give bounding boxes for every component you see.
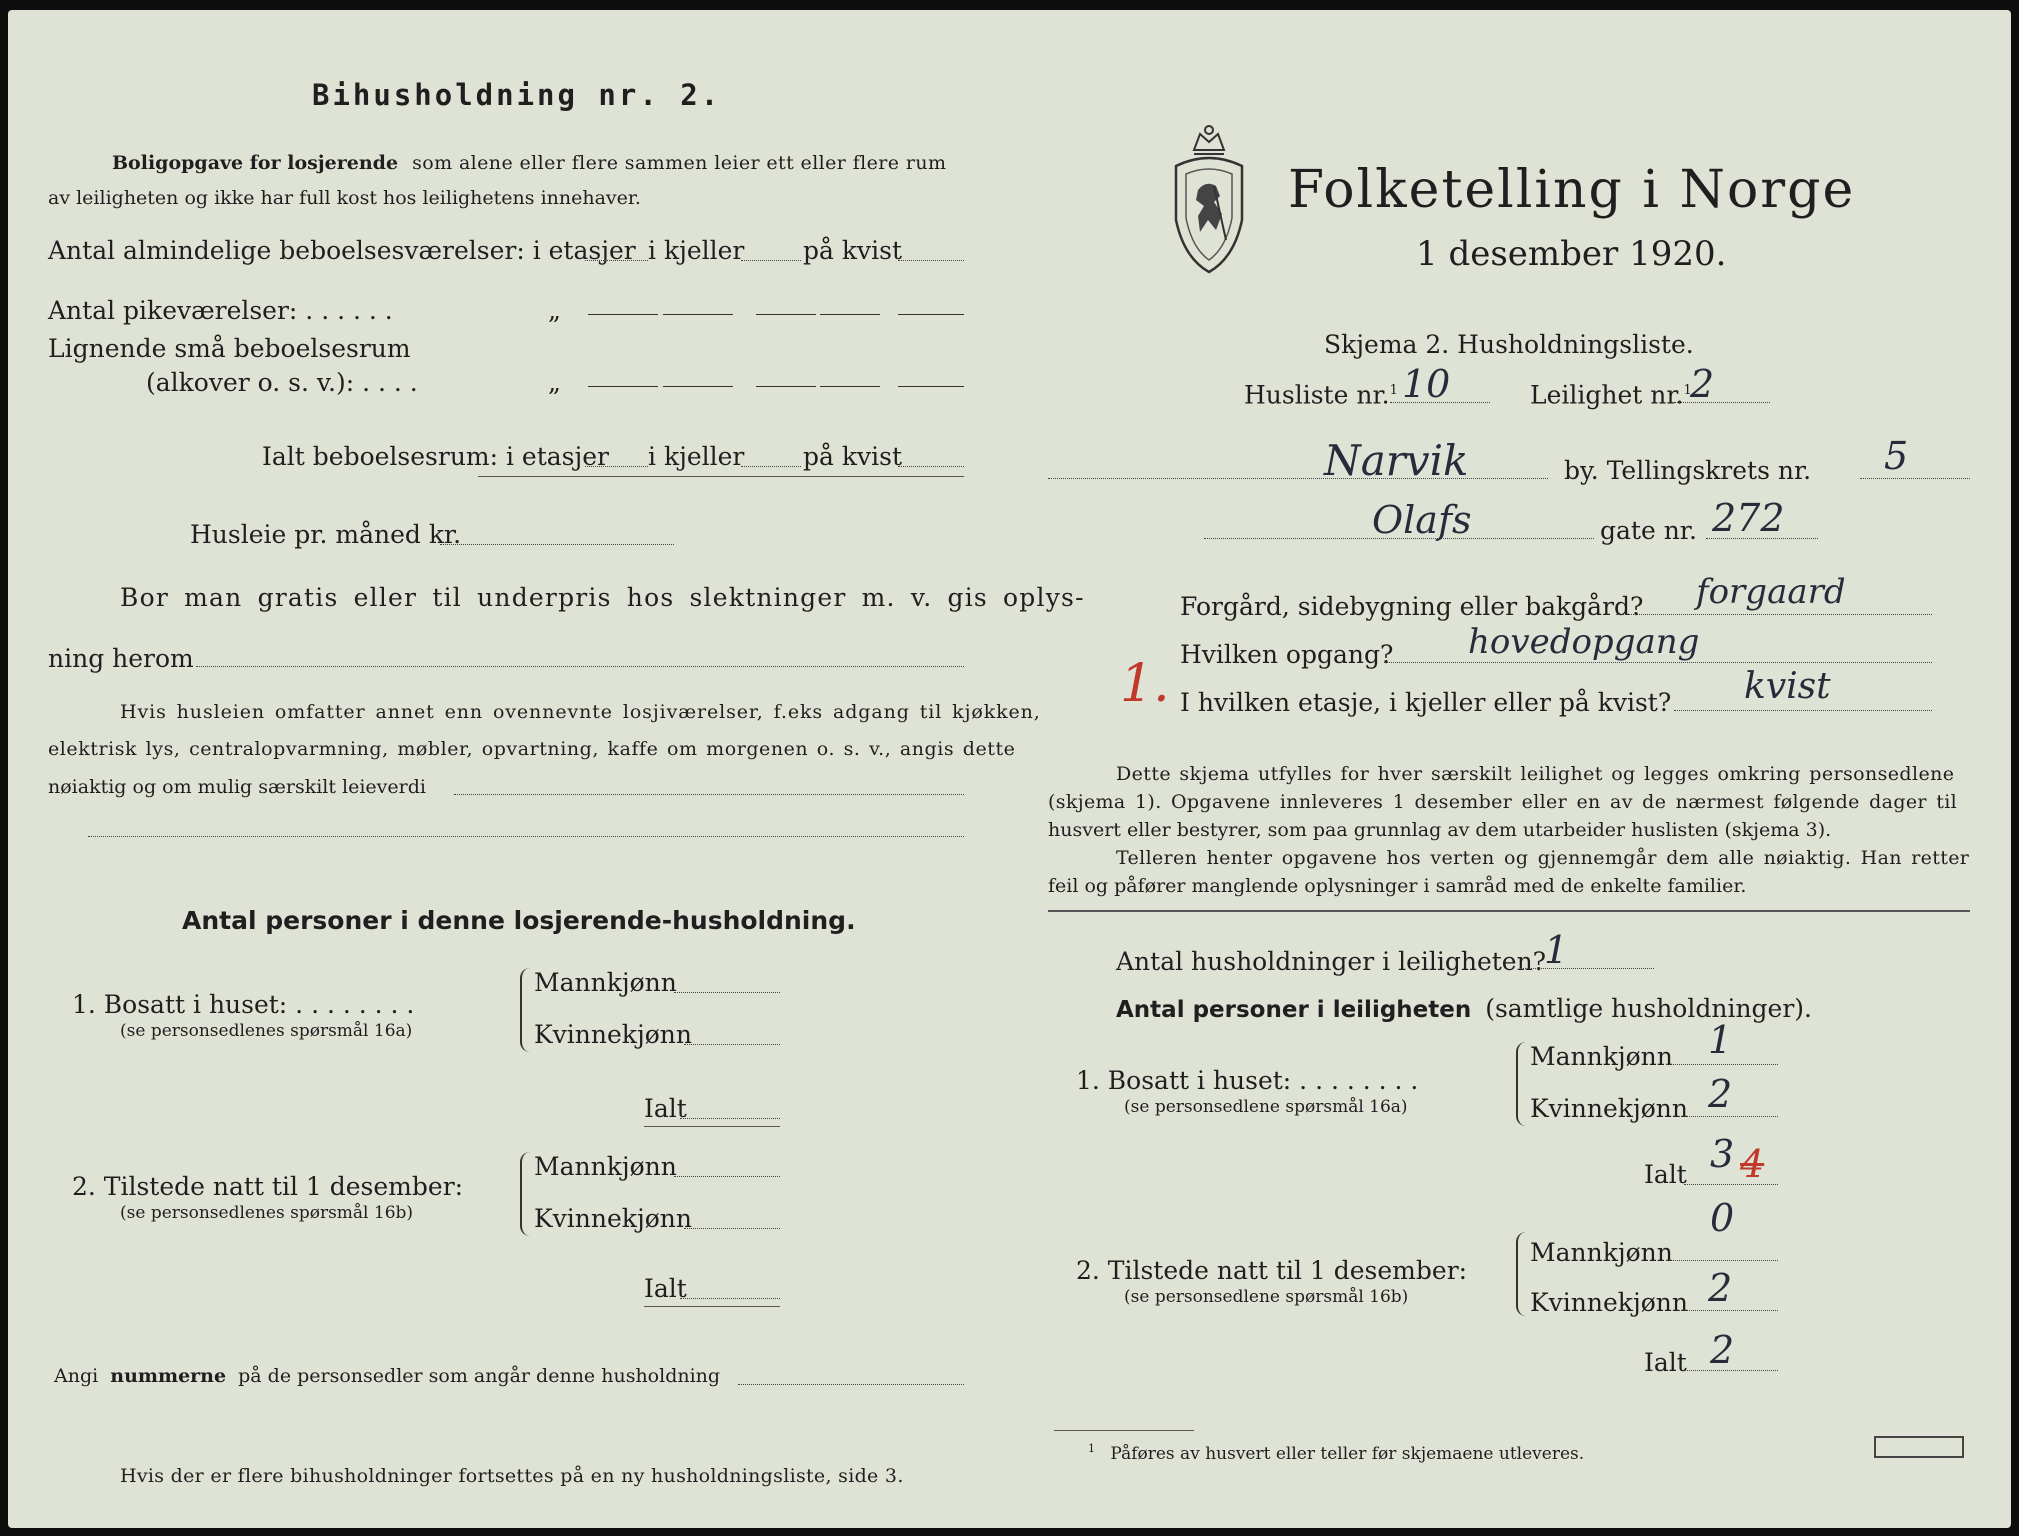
norway-coat-of-arms-icon <box>1164 120 1254 280</box>
left-item2-sub: (se personsedlenes spørsmål 16b) <box>120 1203 414 1223</box>
right-item2-kvinne-value: 2 <box>1708 1266 1733 1310</box>
left-alcove-field-5[interactable] <box>898 386 964 387</box>
left-intro-rest: som alene eller flere sammen leier ett eller flere rum <box>412 152 947 174</box>
left-item2-ialt-label: Ialt <box>644 1274 687 1303</box>
left-maid-field-4[interactable] <box>820 314 880 315</box>
right-item1-mann-value: 1 <box>1708 1018 1733 1062</box>
right-instr-line2: (skjema 1). Opgavene innleveres 1 desember eller en av de nærmest følgende dager til <box>1048 791 1958 813</box>
right-item2-mann-field[interactable] <box>1666 1260 1778 1261</box>
right-leilighet-label <box>1530 376 1692 410</box>
left-total-kjeller-label: i kjeller <box>648 442 745 471</box>
right-instr-line5: feil og påfører manglende oplysninger i samråd med de enkelte familier. <box>1048 875 1747 897</box>
right-leilighet-value: 2 <box>1690 362 1715 406</box>
left-alcove-field-4[interactable] <box>820 386 880 387</box>
right-item1-sub: (se personsedlene spørsmål 16a) <box>1124 1097 1408 1117</box>
left-incl-field[interactable] <box>454 794 964 795</box>
right-item2-brace <box>1516 1232 1528 1316</box>
left-angi-field[interactable] <box>738 1384 964 1385</box>
left-item2-kvinne-field[interactable] <box>684 1228 780 1229</box>
left-maid-field-1[interactable] <box>588 314 658 315</box>
left-incl-line2: elektrisk lys, centralopvarmning, møbler, opvartning, kaffe om morgenen o. s. v., angis dette <box>48 738 1016 760</box>
right-item2-mann-label: Mannkjønn <box>1530 1238 1673 1267</box>
right-item1-ialt-value: 3 <box>1710 1132 1735 1176</box>
right-gate-value: Olafs <box>1372 498 1472 542</box>
right-gate-label: gate nr. <box>1600 516 1697 545</box>
right-item2-ialt-label: Ialt <box>1644 1348 1687 1377</box>
right-margin-mark: 1. <box>1120 654 1170 714</box>
right-item2-kvinne-field[interactable] <box>1678 1310 1778 1311</box>
right-husliste-sup: 1 <box>1389 383 1398 398</box>
left-item2-kvinne-label: Kvinnekjønn <box>534 1204 692 1233</box>
left-maid-field-3[interactable] <box>756 314 816 315</box>
right-etasje-field[interactable] <box>1674 710 1932 711</box>
right-item1-kvinne-label: Kvinnekjønn <box>1530 1094 1688 1123</box>
left-item1-brace <box>520 968 532 1052</box>
left-item1-ialt-label: Ialt <box>644 1094 687 1123</box>
left-item1-kvinne-field[interactable] <box>684 1044 780 1045</box>
right-by-field[interactable] <box>1048 478 1548 479</box>
right-krets-field[interactable] <box>1860 478 1970 479</box>
left-item2-ialt-field[interactable] <box>680 1298 780 1299</box>
right-husliste-label-text: Husliste nr. <box>1244 380 1390 410</box>
left-item1-sub: (se personsedlenes spørsmål 16a) <box>120 1021 413 1041</box>
right-instr-line3: husvert eller bestyrer, som paa grunnlag av dem utarbeider huslisten (skjema 3). <box>1048 819 1832 841</box>
right-opgang-label: Hvilken opgang? <box>1180 640 1394 669</box>
left-item1-kvinne-label: Kvinnekjønn <box>534 1020 692 1049</box>
left-total-underline <box>478 476 964 477</box>
left-rent-label: Husleie pr. måned kr. <box>190 520 462 549</box>
right-forgaard-field[interactable] <box>1616 614 1932 615</box>
left-rooms-label: Antal almindelige beboelsesværelser: i etasjer <box>48 236 636 265</box>
right-by-label: by. Tellingskrets nr. <box>1564 456 1812 485</box>
left-total-kvist-field[interactable] <box>898 466 964 467</box>
right-forgaard-label: Forgård, sidebygning eller bakgård? <box>1180 592 1644 621</box>
left-alcove-sub-label: (alkover o. s. v.): . . . . <box>146 368 418 397</box>
left-item2-label: 2. Tilstede natt til 1 desember: <box>72 1172 464 1201</box>
right-gate-nr-value: 272 <box>1712 496 1785 540</box>
right-item1-kvinne-value: 2 <box>1708 1072 1733 1116</box>
left-total-kjeller-field[interactable] <box>741 466 801 467</box>
right-husliste-label <box>1244 376 1398 410</box>
right-by-value: Narvik <box>1324 436 1469 485</box>
right-etasje-value: kvist <box>1744 666 1831 707</box>
right-section-divider <box>1048 910 1970 912</box>
right-leilighet-sup: 1 <box>1683 383 1692 398</box>
left-footer: Hvis der er flere bihusholdninger fortsettes på en ny husholdningsliste, side 3. <box>120 1465 904 1487</box>
right-footnote-text: Påføres av husvert eller teller før skjemaene utleveres. <box>1110 1443 1585 1464</box>
left-total-kvist-label: på kvist <box>803 442 902 471</box>
right-item1-kvinne-field[interactable] <box>1678 1116 1778 1117</box>
left-angi-rest: på de personsedler som angår denne husholdning <box>238 1365 721 1387</box>
left-gratis-field[interactable] <box>196 666 964 667</box>
right-item1-brace <box>1516 1042 1528 1126</box>
left-item2-mann-label: Mannkjønn <box>534 1152 677 1181</box>
left-persons-heading: Antal personer i denne losjerende-husholdning. <box>182 906 856 935</box>
left-item1-ialt-rule <box>644 1126 780 1127</box>
right-leilighet-label-text: Leilighet nr. <box>1530 380 1684 410</box>
right-footnote <box>1088 1438 1584 1465</box>
right-item1-ialt-struck-value: 4 <box>1740 1142 1765 1186</box>
left-item2-brace <box>520 1152 532 1236</box>
right-footnote-sup: 1 <box>1088 1442 1095 1455</box>
right-krets-value: 5 <box>1884 434 1909 478</box>
right-instr-line1: Dette skjema utfylles for hver særskilt leilighet og legges omkring personsedlene <box>1116 763 1955 785</box>
right-footnote-rule <box>1054 1430 1194 1431</box>
left-gratis-line1: Bor man gratis eller til underpris hos slektninger m. v. gis oplys- <box>120 583 1085 612</box>
left-maid-ditto: „ <box>548 296 561 325</box>
left-gratis-line2: ning herom <box>48 644 194 673</box>
left-maid-field-2[interactable] <box>663 314 733 315</box>
right-households-value: 1 <box>1544 928 1569 972</box>
right-husliste-value: 10 <box>1402 362 1451 406</box>
left-item2-ialt-rule <box>644 1306 780 1307</box>
right-title: Folketelling i Norge <box>1288 160 1856 220</box>
left-alcove-ditto: „ <box>548 368 561 397</box>
left-title: Bihusholdning nr. 2. <box>312 78 722 112</box>
left-intro-line1 <box>112 151 946 175</box>
left-rooms-kjeller-field[interactable] <box>741 260 801 261</box>
right-households-field[interactable] <box>1520 968 1654 969</box>
left-intro-line2: av leiligheten og ikke har full kost hos leilighetens innehaver. <box>48 187 641 209</box>
left-maid-field-5[interactable] <box>898 314 964 315</box>
right-item2-kvinne-label: Kvinnekjønn <box>1530 1288 1688 1317</box>
right-instr-line4: Telleren henter opgavene hos verten og gjennemgår dem alle nøiaktig. Han retter <box>1116 847 1970 869</box>
left-rooms-kvist-label: på kvist <box>803 236 902 265</box>
right-item2-mann-value: 0 <box>1710 1196 1735 1240</box>
right-item1-mann-label: Mannkjønn <box>1530 1042 1673 1071</box>
left-angi-pre: Angi <box>54 1365 99 1387</box>
right-item2-sub: (se personsedlene spørsmål 16b) <box>1124 1287 1409 1307</box>
left-alcove-field-2[interactable] <box>663 386 733 387</box>
left-item1-mann-label: Mannkjønn <box>534 968 677 997</box>
left-alcove-label: Lignende små beboelsesrum <box>48 334 411 363</box>
right-item2-ialt-value: 2 <box>1710 1328 1735 1372</box>
left-item2-mann-field[interactable] <box>674 1176 780 1177</box>
left-total-rooms-label: Ialt beboelsesrum: i etasjer <box>262 442 610 471</box>
left-rent-field[interactable] <box>440 544 674 545</box>
left-item1-ialt-field[interactable] <box>680 1118 780 1119</box>
right-item1-label: 1. Bosatt i huset: . . . . . . . . <box>1076 1066 1419 1095</box>
right-date: 1 desember 1920. <box>1416 234 1727 274</box>
printer-stamp-icon <box>1874 1436 1964 1458</box>
left-rooms-etasjer-field[interactable] <box>585 260 648 261</box>
left-rooms-kvist-field[interactable] <box>898 260 964 261</box>
left-item1-label: 1. Bosatt i huset: . . . . . . . . <box>72 990 415 1019</box>
right-households-label: Antal husholdninger i leiligheten? <box>1116 947 1547 976</box>
right-opgang-field[interactable] <box>1384 662 1932 663</box>
right-item1-ialt-label: Ialt <box>1644 1160 1687 1189</box>
right-schema: Skjema 2. Husholdningsliste. <box>1324 330 1694 359</box>
left-incl-line1: Hvis husleien omfatter annet enn ovennevnte losjiværelser, f.eks adgang til kjøkken, <box>120 701 1041 723</box>
right-leilighet-field[interactable] <box>1674 402 1770 403</box>
left-alcove-field-3[interactable] <box>756 386 816 387</box>
left-total-etasjer-field[interactable] <box>585 466 648 467</box>
right-etasje-label: I hvilken etasje, i kjeller eller på kvist? <box>1180 688 1672 717</box>
right-persons-rest: (samtlige husholdninger). <box>1485 994 1812 1023</box>
left-maid-rooms-label: Antal pikeværelser: . . . . . . <box>48 296 393 325</box>
right-forgaard-value: forgaard <box>1696 572 1846 612</box>
left-angi-line <box>54 1364 720 1388</box>
right-opgang-value: hovedopgang <box>1468 622 1700 662</box>
left-incl-field-2[interactable] <box>88 836 964 837</box>
left-alcove-field-1[interactable] <box>588 386 658 387</box>
left-item1-mann-field[interactable] <box>674 992 780 993</box>
left-angi-bold: nummerne <box>110 1365 227 1387</box>
right-item2-label: 2. Tilstede natt til 1 desember: <box>1076 1256 1468 1285</box>
right-persons-bold: Antal personer i leiligheten <box>1116 997 1472 1023</box>
left-incl-line3: nøiaktig og om mulig særskilt leieverdi <box>48 776 426 798</box>
left-intro-bold: Boligopgave for losjerende <box>112 152 399 174</box>
right-item1-mann-field[interactable] <box>1666 1064 1778 1065</box>
left-rooms-kjeller-label: i kjeller <box>648 236 745 265</box>
census-form-sheet <box>8 10 2011 1528</box>
